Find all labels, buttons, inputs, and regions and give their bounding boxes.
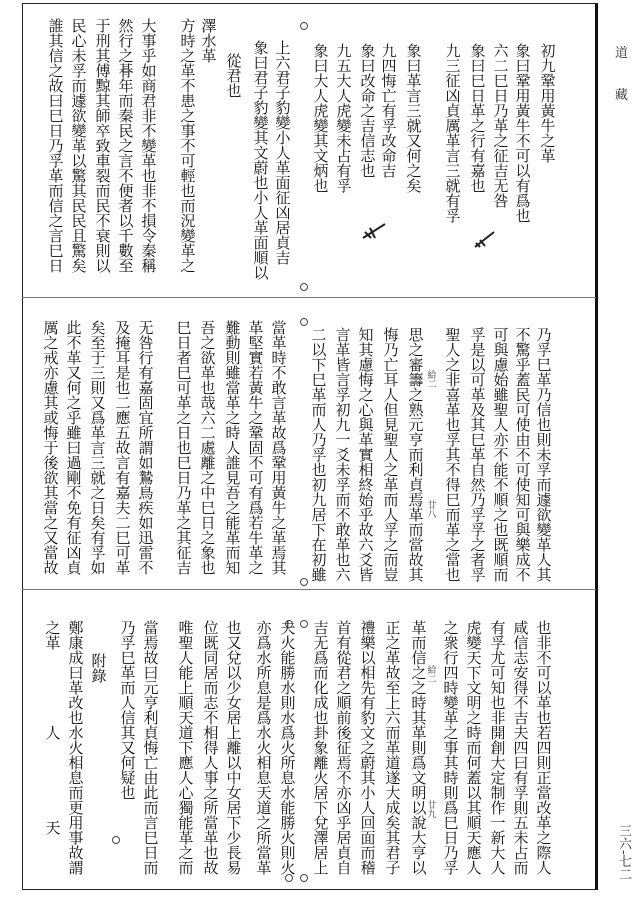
text-column: 悔乃亡耳人但見聖人之革而人孚之而豈 xyxy=(381,327,400,582)
text-column: 從君也 xyxy=(224,53,243,98)
text-column: 象曰鞏用黃牛不可以有爲也 xyxy=(513,43,532,223)
text-column: 正之革故至上六而革道遂大成矣其君子 xyxy=(383,620,402,875)
text-column: 天 xyxy=(43,820,62,835)
text-column: 亦爲水所息是爲水火相息天道之所當革 xyxy=(254,620,273,875)
text-column: 革堅實若黃牛之鞏固不可有爲若牛革之 xyxy=(246,320,265,575)
circle-mark-icon xyxy=(300,578,308,586)
text-column: 象曰大人虎變其文炳也 xyxy=(311,43,330,193)
text-column: 可與慮始雖聖人亦不能不順之也既順而 xyxy=(491,327,510,582)
text-column: 唯聖人能上順天道下應人心獨能革之而 xyxy=(176,620,195,875)
text-column: 聖人之非喜革也孚其不得巳而革之當也 xyxy=(443,327,462,582)
text-column: 有孚尤可知也非開創大定制作一新大人 xyxy=(488,620,507,875)
text-column: 大事乎如商君非不變革也非不損令秦稱 xyxy=(139,18,158,273)
text-column: 也非不可以革也若四則正當改革之際人 xyxy=(534,620,553,875)
leaf-marker: 給二 xyxy=(425,665,436,683)
text-column: 此不革又何之乎雖曰過剛不免有征凶貞 xyxy=(64,320,83,575)
text-column: 无咎行有嘉固宜所謂如鷙鳥疾如迅雷不 xyxy=(136,320,155,575)
text-column: 巳日者巳可革之日也巳日乃革之其征吉 xyxy=(174,320,193,575)
circle-mark-icon xyxy=(285,874,293,882)
text-column: 象曰君子豹變其文蔚也小人革面順以 xyxy=(251,40,270,280)
page-number: 三六-七二 xyxy=(616,824,631,881)
text-column: 澤水革 xyxy=(199,18,218,63)
text-column: 咸信志安得不吉夫四曰有孚則五未占而 xyxy=(511,620,530,875)
text-column: 厲之戒亦慮其或悔于後欲其當之又當故 xyxy=(41,320,60,575)
text-column: 虎變天下文明之時而何蓋以其順天應人 xyxy=(464,620,483,875)
text-column: 革而信之之時其革則爲文明以說大亨以 xyxy=(409,620,428,875)
text-column: 吉无爲而化成也卦象離火居下兌澤居上 xyxy=(311,620,330,875)
text-column: 人 xyxy=(43,725,62,740)
text-column: 九四悔亡有孚改命吉 xyxy=(379,43,398,178)
text-column: 上六君子豹變小人革面征凶居貞吉 xyxy=(273,40,292,265)
text-column: 然行之朞年而秦民之言不便者以千數至 xyxy=(116,18,135,273)
dagger-mark-icon xyxy=(360,220,388,242)
text-column: 于刑其傅黥其師卒致車裂而民不衰則以 xyxy=(93,18,112,273)
text-column: 知其慮悔之心與革實相終始乎故六爻皆 xyxy=(356,327,375,582)
leaf-marker: 給二 xyxy=(425,370,436,388)
text-column: 難動則雖當革之時人誰見吾之能革而知 xyxy=(223,320,242,575)
text-column: 方時之革不患之事不可輕也而況變革之 xyxy=(178,18,197,273)
text-column: 之衆行四時變革之事其時則爲巳日乃孚 xyxy=(441,620,460,875)
circle-mark-icon xyxy=(300,283,308,291)
text-column: 不驚乎蓋民可使由不可使知可與樂成不 xyxy=(513,327,532,582)
leaf-marker: 廿八 xyxy=(425,500,436,518)
text-column: 象曰革言三就又何之矣 xyxy=(404,43,423,193)
text-column: 吾之欲革也哉六二處離之中巳日之象也 xyxy=(198,320,217,575)
circle-mark-icon xyxy=(300,22,308,30)
circle-mark-icon xyxy=(285,620,293,628)
text-column: 象曰改命之吉信志也 xyxy=(358,43,377,178)
text-column: 及掩耳是也二應五故言有嘉夫二巳可革 xyxy=(113,320,132,575)
leaf-marker: 廿九 xyxy=(425,800,436,818)
text-column: 思之審籌之熟元亨而利貞焉革而當故其 xyxy=(406,327,425,582)
text-column: 九五大人虎變未占有孚 xyxy=(334,43,353,193)
text-column: 誰其信之故曰巳日乃孚革而信之言巳日 xyxy=(46,18,65,273)
text-column: 民心未孚而遽欲變革以驚其民民且驚矣 xyxy=(69,18,88,273)
text-column: 當革時不敢言革故爲鞏用黃牛之革焉其 xyxy=(269,320,288,575)
text-column: 言革皆言孚初九一爻未孚而不敢革也六 xyxy=(333,327,352,582)
text-column: 鄭康成曰革改也水火相息而更用事故謂 xyxy=(66,620,85,875)
text-column: 位既同居而志不相得人事之所當革也故 xyxy=(201,620,220,875)
panel-divider xyxy=(22,297,596,298)
circle-mark-icon xyxy=(300,318,308,326)
text-column: 二以下巳革而人乃孚也初九居下在初雖 xyxy=(309,327,328,582)
dagger-mark-icon xyxy=(472,228,498,250)
text-column: 孚是以可革及其巳革自然乃孚孚之者孚 xyxy=(468,327,487,582)
text-column: 當焉故曰元亨利貞悔亡由此而言巳日而 xyxy=(141,620,160,875)
text-column: 象曰巳日革之行有嘉也 xyxy=(468,43,487,193)
text-column: 乃孚巳革乃信也則未孚而遽欲變革人其 xyxy=(534,327,553,582)
text-column: 之革 xyxy=(43,620,62,650)
collection-title-char: 藏 xyxy=(615,88,629,103)
text-column: 附錄 xyxy=(89,653,108,683)
circle-mark-icon xyxy=(300,620,308,628)
panel-divider xyxy=(22,589,596,590)
circle-mark-icon xyxy=(112,836,120,844)
text-column: 首有從君之順前後征焉不亦凶乎居貞自 xyxy=(334,620,353,875)
collection-title-char: 道 xyxy=(615,46,629,61)
circle-mark-icon xyxy=(300,874,308,882)
text-column: 禮樂以相先有豹文之蔚其小人回面而稽 xyxy=(358,620,377,875)
text-column: 矣至于三則又爲革言三就之日矣有孚如 xyxy=(88,320,107,575)
text-column: 九三征凶貞厲革言三就有孚 xyxy=(443,43,462,223)
text-column: 夫火能勝水則水爲火所息水能勝火則火 xyxy=(278,620,297,875)
text-column: 乃孚巳革而人信其又何疑也 xyxy=(118,620,137,800)
text-column: 也又兌以少女居上離以中女居下少長易 xyxy=(224,620,243,875)
text-column: 初九鞏用黃牛之革 xyxy=(538,43,557,163)
text-column: 六二巳日乃革之征吉无咎 xyxy=(491,43,510,208)
